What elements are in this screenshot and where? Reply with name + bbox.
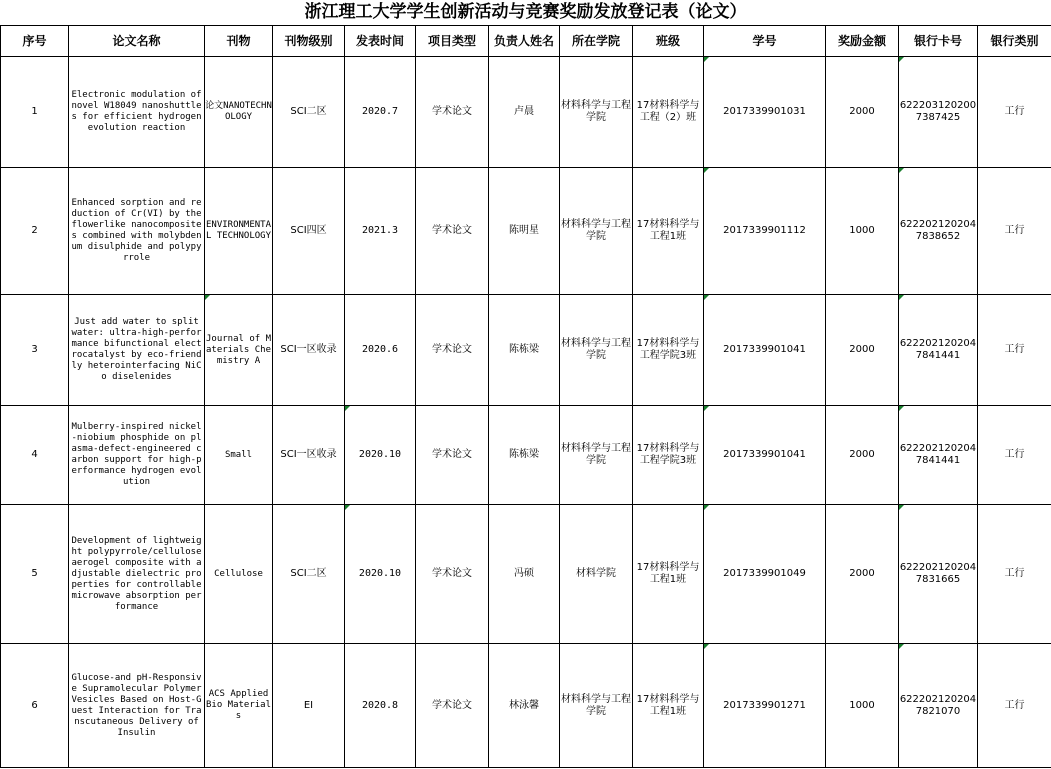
cell-no: 2	[1, 168, 69, 295]
cell-paper-title: Just add water to split water: ultra-high-performance bifunctional electrocatalyst by eco-friendly heterointerfacing NiCo diselenides	[69, 295, 205, 406]
cell-journal: Journal of Materials Chemistry A	[205, 295, 273, 406]
cell-class: 17材料科学与工程1班	[633, 644, 704, 768]
header-cell-bank: 银行类别	[978, 26, 1051, 57]
cell-leader: 陈明星	[489, 168, 560, 295]
cell-bank: 工行	[978, 57, 1051, 168]
cell-amount: 2000	[826, 505, 899, 644]
cell-amount: 1000	[826, 168, 899, 295]
header-cell-type: 项目类型	[416, 26, 489, 57]
cell-level: SCI二区	[273, 505, 345, 644]
cell-leader: 陈栋梁	[489, 406, 560, 505]
cell-student-id: 2017339901049	[704, 505, 826, 644]
cell-student-id: 2017339901041	[704, 406, 826, 505]
cell-card: 6222021202047841441	[899, 295, 978, 406]
cell-class: 17材料科学与工程1班	[633, 168, 704, 295]
table-title: 浙江理工大学学生创新活动与竞赛奖励发放登记表（论文）	[304, 2, 747, 22]
cell-leader: 陈栋梁	[489, 295, 560, 406]
cell-amount: 1000	[826, 644, 899, 768]
cell-no: 4	[1, 406, 69, 505]
cell-date: 2020.8	[345, 644, 416, 768]
cell-amount: 2000	[826, 406, 899, 505]
cell-no: 6	[1, 644, 69, 768]
cell-class: 17材料科学与工程学院3班	[633, 406, 704, 505]
cell-paper-title: Development of lightweight polypyrrole/cellulose aerogel composite with adjustable dielectric properties for controllable microwave absorption performance	[69, 505, 205, 644]
cell-level: SCI四区	[273, 168, 345, 295]
cell-amount: 2000	[826, 295, 899, 406]
cell-bank: 工行	[978, 644, 1051, 768]
header-cell-student-id: 学号	[704, 26, 826, 57]
cell-college: 材料科学与工程学院	[560, 168, 633, 295]
cell-date: 2020.6	[345, 295, 416, 406]
cell-student-id: 2017339901112	[704, 168, 826, 295]
cell-card: 6222021202047838652	[899, 168, 978, 295]
table-row	[1, 295, 1051, 406]
cell-journal: Cellulose	[205, 505, 273, 644]
cell-date: 2020.7	[345, 57, 416, 168]
cell-card: 6222021202047821070	[899, 644, 978, 768]
cell-journal: 论文NANOTECHNOLOGY	[205, 57, 273, 168]
header-cell-card: 银行卡号	[899, 26, 978, 57]
cell-card: 6222021202047841441	[899, 406, 978, 505]
cell-type: 学术论文	[416, 505, 489, 644]
cell-no: 5	[1, 505, 69, 644]
cell-no: 1	[1, 57, 69, 168]
header-cell-date: 发表时间	[345, 26, 416, 57]
table-row	[1, 406, 1051, 505]
cell-leader: 林泳馨	[489, 644, 560, 768]
cell-card: 6222021202047831665	[899, 505, 978, 644]
cell-level: SCI一区收录	[273, 406, 345, 505]
cell-bank: 工行	[978, 295, 1051, 406]
header-cell-no: 序号	[1, 26, 69, 57]
cell-journal: ENVIRONMENTAL TECHNOLOGY	[205, 168, 273, 295]
table-row	[1, 505, 1051, 644]
cell-bank: 工行	[978, 505, 1051, 644]
header-cell-paper: 论文名称	[69, 26, 205, 57]
cell-paper-title: Glucose-and pH-Responsive Supramolecular Polymer Vesicles Based on Host-Guest Interaction for Transcutaneous Delivery of Insulin	[69, 644, 205, 768]
cell-college: 材料科学与工程学院	[560, 57, 633, 168]
cell-type: 学术论文	[416, 168, 489, 295]
table-row	[1, 57, 1051, 168]
cell-journal: ACS Applied Bio Materials	[205, 644, 273, 768]
cell-student-id: 2017339901271	[704, 644, 826, 768]
cell-college: 材料学院	[560, 505, 633, 644]
header-cell-journal: 刊物	[205, 26, 273, 57]
table-row	[1, 644, 1051, 768]
header-row	[1, 26, 1051, 57]
cell-card: 6222031202007387425	[899, 57, 978, 168]
cell-class: 17材料科学与工程（2）班	[633, 57, 704, 168]
cell-no: 3	[1, 295, 69, 406]
header-cell-leader: 负责人姓名	[489, 26, 560, 57]
cell-college: 材料科学与工程学院	[560, 406, 633, 505]
cell-class: 17材料科学与工程学院3班	[633, 295, 704, 406]
header-cell-amount: 奖励金额	[826, 26, 899, 57]
cell-class: 17材料科学与工程1班	[633, 505, 704, 644]
header-cell-class: 班级	[633, 26, 704, 57]
cell-date: 2021.3	[345, 168, 416, 295]
cell-date: 2020.10	[345, 406, 416, 505]
table-row	[1, 168, 1051, 295]
cell-level: EI	[273, 644, 345, 768]
cell-amount: 2000	[826, 57, 899, 168]
cell-type: 学术论文	[416, 644, 489, 768]
cell-level: SCI一区收录	[273, 295, 345, 406]
cell-bank: 工行	[978, 406, 1051, 505]
cell-leader: 冯硕	[489, 505, 560, 644]
cell-journal: Small	[205, 406, 273, 505]
cell-type: 学术论文	[416, 406, 489, 505]
cell-type: 学术论文	[416, 295, 489, 406]
cell-paper-title: Electronic modulation of novel W18049 nanoshuttles for efficient hydrogen evolution reaction	[69, 57, 205, 168]
cell-student-id: 2017339901031	[704, 57, 826, 168]
cell-student-id: 2017339901041	[704, 295, 826, 406]
cell-leader: 卢晨	[489, 57, 560, 168]
header-cell-college: 所在学院	[560, 26, 633, 57]
cell-date: 2020.10	[345, 505, 416, 644]
cell-paper-title: Enhanced sorption and reduction of Cr(VI) by the flowerlike nanocomposites combined with molybdenum disulphide and polypyrrole	[69, 168, 205, 295]
cell-type: 学术论文	[416, 57, 489, 168]
cell-bank: 工行	[978, 168, 1051, 295]
award-register-table	[0, 25, 1051, 768]
cell-college: 材料科学与工程学院	[560, 295, 633, 406]
cell-paper-title: Mulberry-inspired nickel-niobium phosphide on plasma-defect-engineered carbon support for high-performance hydrogen evolution	[69, 406, 205, 505]
cell-level: SCI二区	[273, 57, 345, 168]
header-cell-level: 刊物级别	[273, 26, 345, 57]
cell-college: 材料科学与工程学院	[560, 644, 633, 768]
